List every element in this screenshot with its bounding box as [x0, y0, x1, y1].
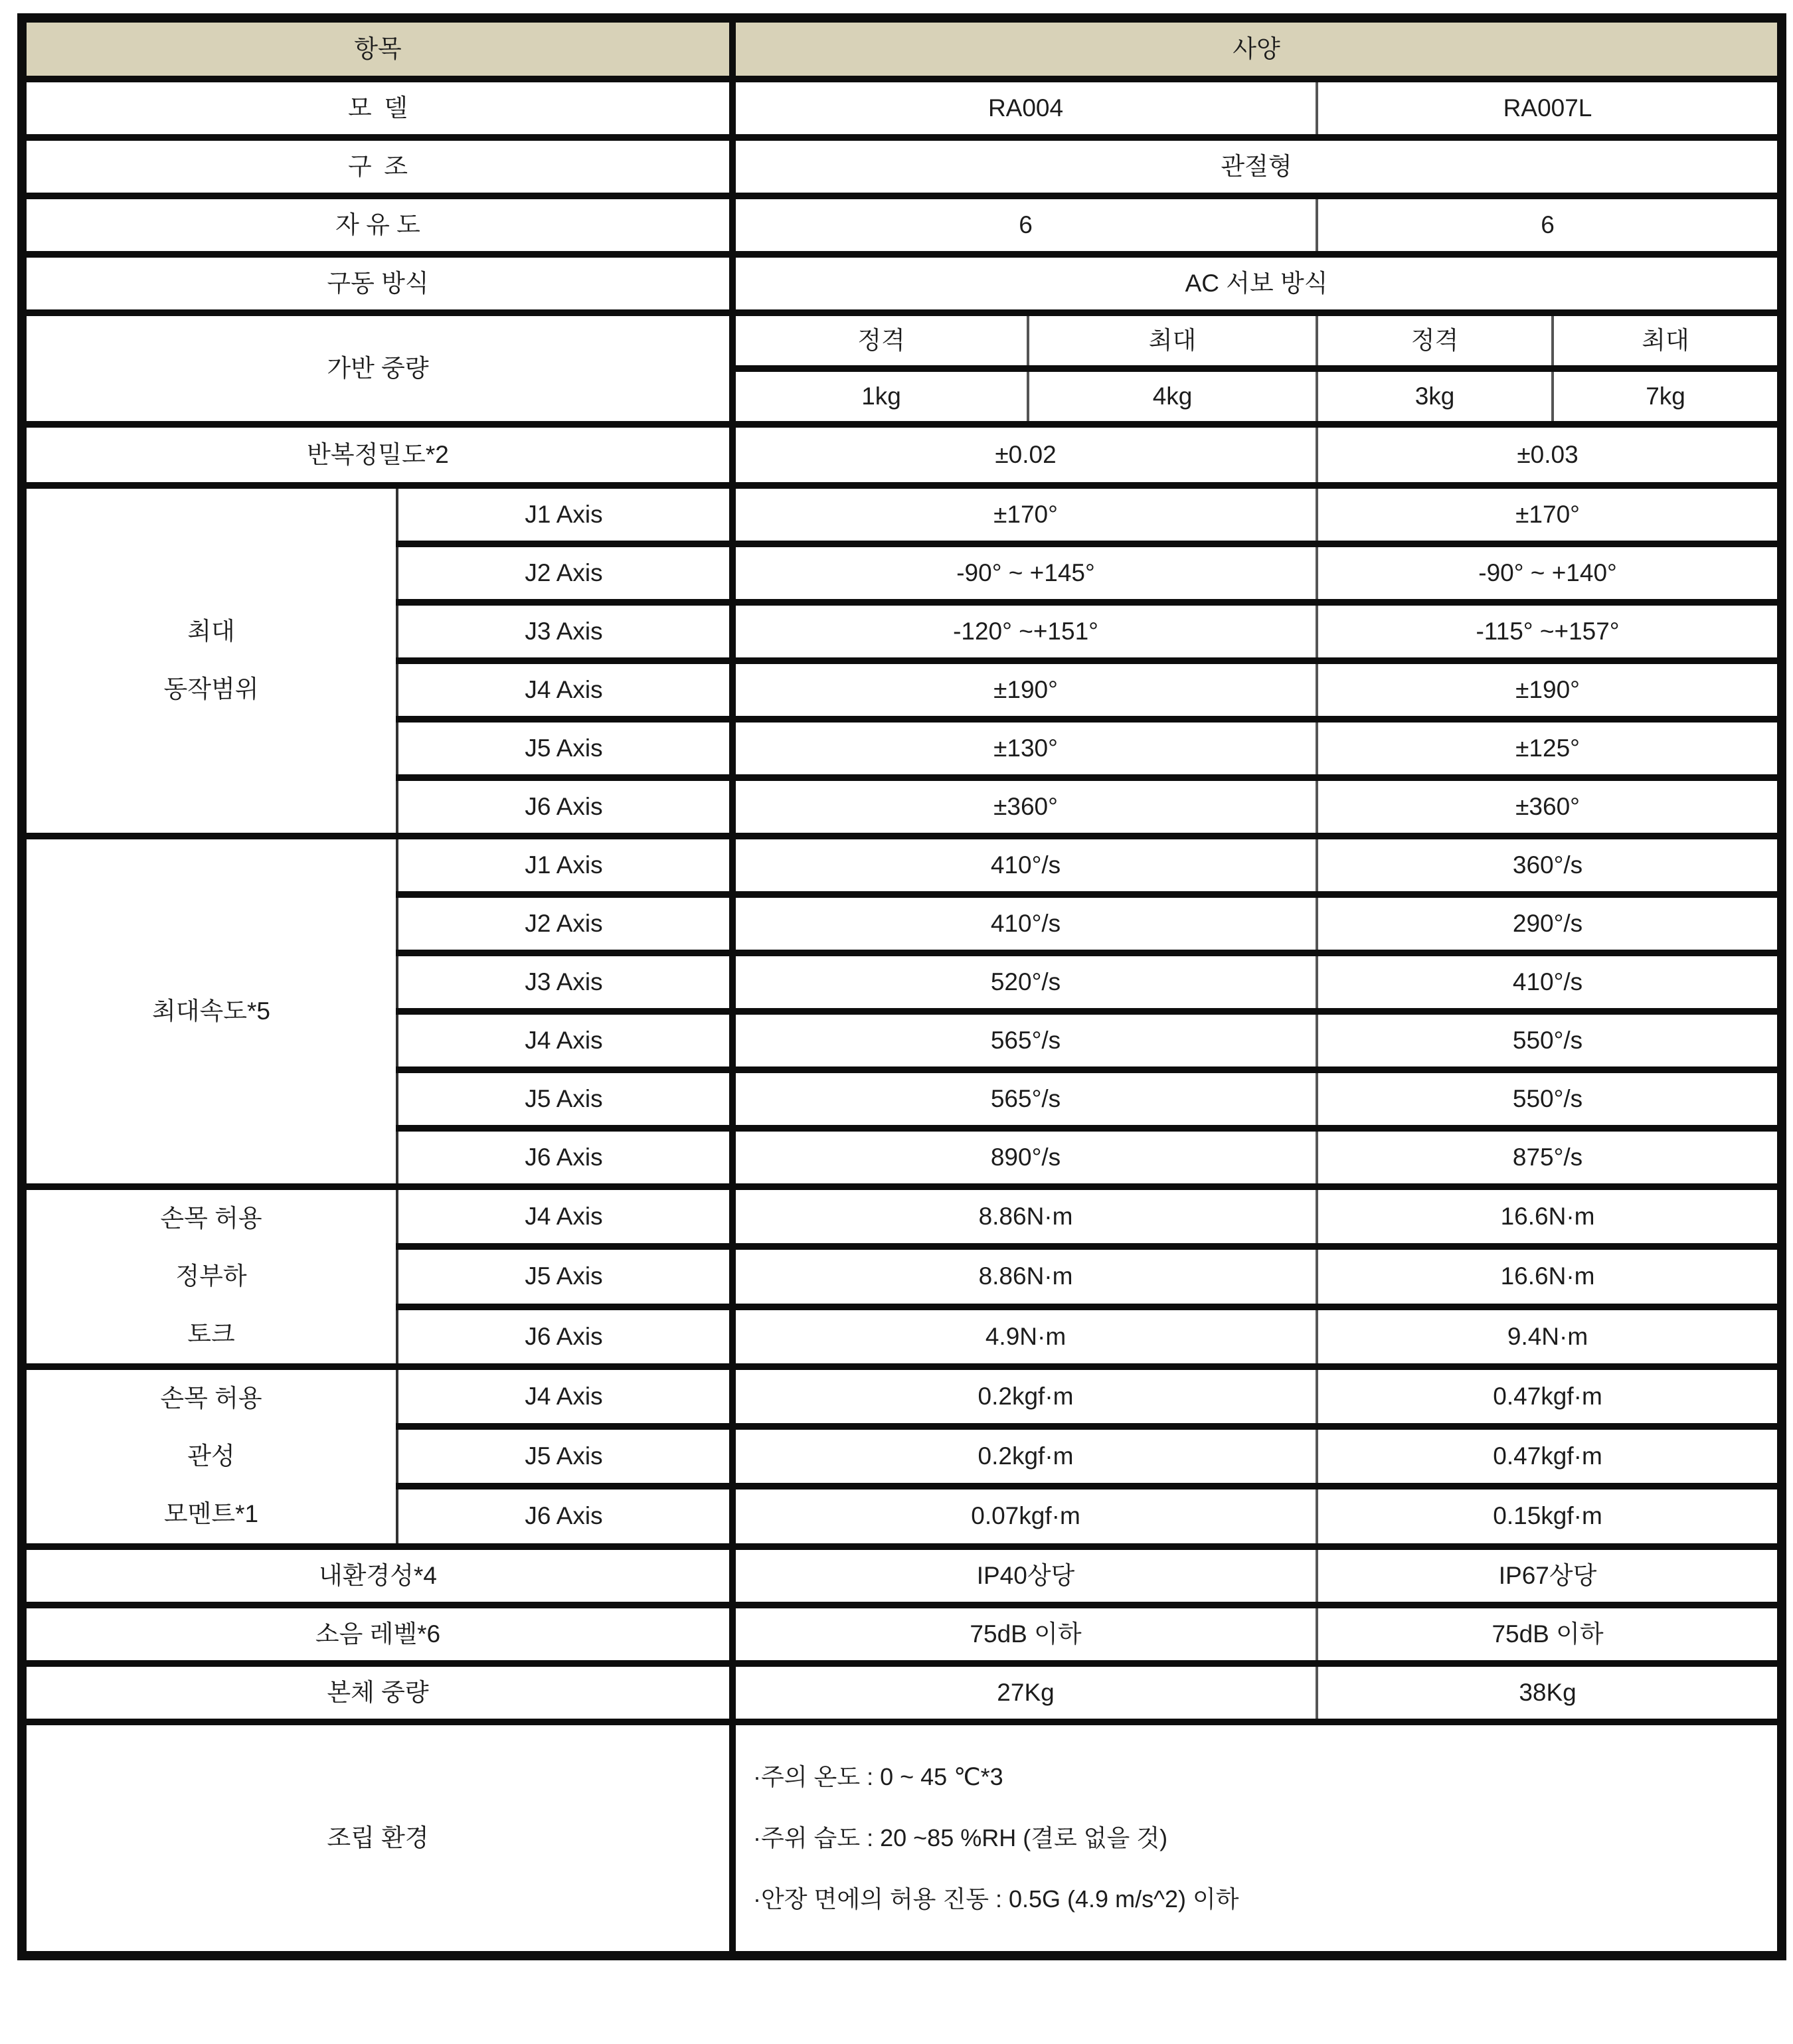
max-speed-j4-ra007l: 550°/s: [1317, 1011, 1782, 1070]
wrist-inertia-group-label: [22, 1367, 397, 1547]
payload-v-max-1: 4kg: [1028, 369, 1317, 424]
environment-resistance-ra004: IP40상당: [732, 1547, 1317, 1605]
motion-range-j5-ra007l: ±125°: [1317, 719, 1782, 778]
structure-label: 구 조: [22, 137, 732, 196]
payload-v-max-2: 7kg: [1553, 369, 1782, 424]
payload-v-rated-2: 3kg: [1317, 369, 1553, 424]
model-ra004: RA004: [732, 79, 1317, 137]
wrist-inertia-label-line3: 모멘트*1: [163, 1499, 259, 1527]
motion-range-j3-ra004: -120° ~+151°: [732, 602, 1317, 661]
assembly-env-value: [732, 1722, 1782, 1956]
motion-range-j1-axis: J1 Axis: [397, 485, 732, 544]
header-row: [22, 18, 1782, 79]
motion-range-label-line1: 최대: [187, 618, 235, 645]
wrist-torque-j6-axis: J6 Axis: [397, 1307, 732, 1367]
payload-h-max-2: 최대: [1553, 313, 1782, 369]
wrist-torque-j5-ra004: 8.86N·m: [732, 1246, 1317, 1306]
robot-spec-table: [17, 13, 1786, 1960]
body-weight-row: [22, 1663, 1782, 1722]
payload-h-max-1: 최대: [1028, 313, 1317, 369]
max-speed-j2-ra007l: 290°/s: [1317, 894, 1782, 953]
structure-value: 관절형: [732, 137, 1782, 196]
motion-range-j2-ra007l: -90° ~ +140°: [1317, 544, 1782, 602]
motion-range-j3-axis: J3 Axis: [397, 602, 732, 661]
payload-v-rated-1: 1kg: [732, 369, 1028, 424]
wrist-torque-label-line3: 토크: [187, 1320, 235, 1347]
motion-range-j2-axis: J2 Axis: [397, 544, 732, 602]
motion-range-j1-row: [22, 485, 1782, 544]
model-ra007l: RA007L: [1317, 79, 1782, 137]
header-item-cell: 항목: [22, 18, 732, 79]
dof-ra007l: 6: [1317, 196, 1782, 254]
wrist-inertia-j6-ra007l: 0.15kgf·m: [1317, 1486, 1782, 1546]
motion-range-j6-ra004: ±360°: [732, 778, 1317, 836]
wrist-torque-j6-ra007l: 9.4N·m: [1317, 1307, 1782, 1367]
max-speed-j4-ra004: 565°/s: [732, 1011, 1317, 1070]
noise-level-label: 소음 레벨*6: [22, 1605, 732, 1663]
max-speed-j6-ra004: 890°/s: [732, 1128, 1317, 1187]
repeatability-ra007l: ±0.03: [1317, 424, 1782, 485]
motion-range-label-line2: 동작범위: [163, 675, 259, 703]
motion-range-group-label: [22, 485, 397, 836]
noise-level-ra007l: 75dB 이하: [1317, 1605, 1782, 1663]
model-label: 모 델: [22, 79, 732, 137]
drive-label: 구동 방식: [22, 254, 732, 313]
wrist-inertia-j4-axis: J4 Axis: [397, 1367, 732, 1426]
motion-range-j4-ra004: ±190°: [732, 661, 1317, 719]
motion-range-j1-ra004: ±170°: [732, 485, 1317, 544]
wrist-torque-j5-axis: J5 Axis: [397, 1246, 732, 1306]
wrist-inertia-label-line2: 관성: [187, 1442, 235, 1470]
payload-h-rated-2: 정격: [1317, 313, 1553, 369]
assembly-env-label: 조립 환경: [22, 1722, 732, 1956]
max-speed-j5-ra007l: 550°/s: [1317, 1070, 1782, 1128]
assembly-env-row: [22, 1722, 1782, 1956]
motion-range-j3-ra007l: -115° ~+157°: [1317, 602, 1782, 661]
drive-value: AC 서보 방식: [732, 254, 1782, 313]
max-speed-j3-axis: J3 Axis: [397, 953, 732, 1011]
noise-level-row: [22, 1605, 1782, 1663]
body-weight-ra004: 27Kg: [732, 1663, 1317, 1722]
wrist-inertia-j4-ra007l: 0.47kgf·m: [1317, 1367, 1782, 1426]
payload-label: 가반 중량: [22, 313, 732, 424]
wrist-torque-j4-row: [22, 1187, 1782, 1246]
max-speed-j1-axis: J1 Axis: [397, 836, 732, 894]
max-speed-j6-axis: J6 Axis: [397, 1128, 732, 1187]
max-speed-j2-ra004: 410°/s: [732, 894, 1317, 953]
motion-range-j2-ra004: -90° ~ +145°: [732, 544, 1317, 602]
max-speed-j3-ra007l: 410°/s: [1317, 953, 1782, 1011]
max-speed-j2-axis: J2 Axis: [397, 894, 732, 953]
assembly-env-line-temperature: ·주의 온도 : 0 ~ 45 ℃*3: [753, 1762, 1003, 1790]
wrist-inertia-j5-ra004: 0.2kgf·m: [732, 1426, 1317, 1486]
motion-range-j5-ra004: ±130°: [732, 719, 1317, 778]
body-weight-ra007l: 38Kg: [1317, 1663, 1782, 1722]
max-speed-j1-ra007l: 360°/s: [1317, 836, 1782, 894]
repeatability-label: 반복정밀도*2: [22, 424, 732, 485]
assembly-env-line-humidity: ·주위 습도 : 20 ~85 %RH (결로 없을 것): [753, 1824, 1168, 1851]
wrist-torque-j4-ra007l: 16.6N·m: [1317, 1187, 1782, 1246]
motion-range-j4-ra007l: ±190°: [1317, 661, 1782, 719]
model-row: [22, 79, 1782, 137]
repeatability-row: [22, 424, 1782, 485]
payload-h-rated-1: 정격: [732, 313, 1028, 369]
wrist-inertia-j6-ra004: 0.07kgf·m: [732, 1486, 1317, 1546]
max-speed-j1-ra004: 410°/s: [732, 836, 1317, 894]
wrist-torque-j5-ra007l: 16.6N·m: [1317, 1246, 1782, 1306]
dof-label: 자 유 도: [22, 196, 732, 254]
environment-resistance-ra007l: IP67상당: [1317, 1547, 1782, 1605]
body-weight-label: 본체 중량: [22, 1663, 732, 1722]
dof-ra004: 6: [732, 196, 1317, 254]
wrist-inertia-label-line1: 손목 허용: [160, 1384, 262, 1412]
wrist-torque-label-line1: 손목 허용: [160, 1205, 262, 1232]
max-speed-j5-ra004: 565°/s: [732, 1070, 1317, 1128]
motion-range-j6-axis: J6 Axis: [397, 778, 732, 836]
wrist-inertia-j5-ra007l: 0.47kgf·m: [1317, 1426, 1782, 1486]
drive-row: [22, 254, 1782, 313]
max-speed-j1-row: [22, 836, 1782, 894]
motion-range-j5-axis: J5 Axis: [397, 719, 732, 778]
wrist-torque-j6-ra004: 4.9N·m: [732, 1307, 1317, 1367]
wrist-inertia-j6-axis: J6 Axis: [397, 1486, 732, 1546]
repeatability-ra004: ±0.02: [732, 424, 1317, 485]
payload-header-row: [22, 313, 1782, 369]
motion-range-j6-ra007l: ±360°: [1317, 778, 1782, 836]
wrist-torque-j4-ra004: 8.86N·m: [732, 1187, 1317, 1246]
dof-row: [22, 196, 1782, 254]
structure-row: [22, 137, 1782, 196]
noise-level-ra004: 75dB 이하: [732, 1605, 1317, 1663]
wrist-inertia-j4-row: [22, 1367, 1782, 1426]
max-speed-j6-ra007l: 875°/s: [1317, 1128, 1782, 1187]
wrist-inertia-j5-axis: J5 Axis: [397, 1426, 732, 1486]
wrist-inertia-j4-ra004: 0.2kgf·m: [732, 1367, 1317, 1426]
assembly-env-line-vibration: ·안장 면에의 허용 진동 : 0.5G (4.9 m/s^2) 이하: [753, 1885, 1239, 1913]
wrist-torque-label-line2: 정부하: [175, 1262, 247, 1290]
wrist-torque-group-label: [22, 1187, 397, 1367]
max-speed-j5-axis: J5 Axis: [397, 1070, 732, 1128]
motion-range-j4-axis: J4 Axis: [397, 661, 732, 719]
environment-resistance-label: 내환경성*4: [22, 1547, 732, 1605]
wrist-torque-j4-axis: J4 Axis: [397, 1187, 732, 1246]
max-speed-j3-ra004: 520°/s: [732, 953, 1317, 1011]
environment-resistance-row: [22, 1547, 1782, 1605]
motion-range-j1-ra007l: ±170°: [1317, 485, 1782, 544]
header-spec-cell: 사양: [732, 18, 1782, 79]
max-speed-group-label: 최대속도*5: [22, 836, 397, 1187]
max-speed-j4-axis: J4 Axis: [397, 1011, 732, 1070]
